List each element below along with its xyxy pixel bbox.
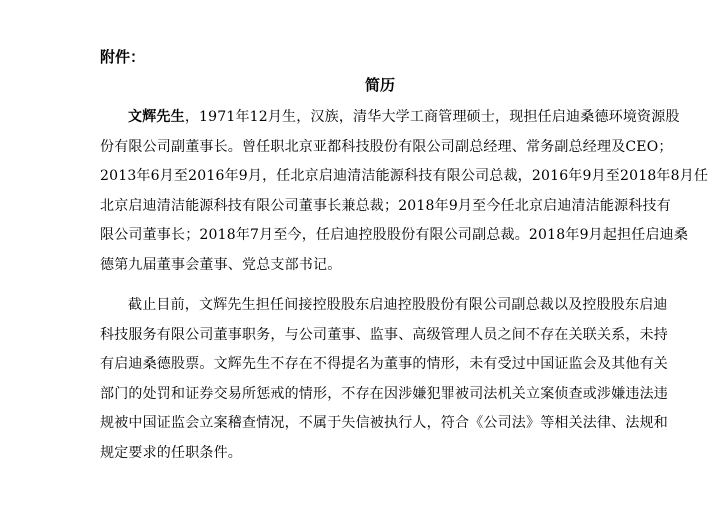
paragraph-line: 2013年6月至2016年9月，任北京启迪清洁能源科技有限公司总裁，2016年9月至2018年8月任 xyxy=(100,168,709,185)
paragraph-line: 有启迪桑德股票。文辉先生不存在不得提名为董事的情形，未有受过中国证监会及其他有关 xyxy=(100,356,668,373)
paragraph-line: 德第九届董事会董事、党总支部书记。 xyxy=(100,256,342,273)
paragraph-line-text: ，1971年12月生，汉族，清华大学工商管理硕士，现担任启迪桑德环境资源股 xyxy=(184,109,680,125)
attachment-label: 附件： xyxy=(100,48,146,66)
paragraph-line: 北京启迪清洁能源科技有限公司董事长兼总裁；2018年9月至今任北京启迪清洁能源科技有 xyxy=(100,197,671,214)
resume-paragraph-1 xyxy=(100,103,709,281)
paragraph-line xyxy=(100,103,680,133)
person-name: 文辉先生 xyxy=(128,109,185,125)
paragraph-line: 份有限公司副董事长。曾任职北京亚都科技股份有限公司副总经理、常务副总经理及CEO； xyxy=(100,138,673,155)
paragraph-line: 部门的处罚和证券交易所惩戒的情形，不存在因涉嫌犯罪被司法机关立案侦查或涉嫌违法违 xyxy=(100,385,668,402)
paragraph-line: 科技服务有限公司董事职务，与公司董事、监事、高级管理人员之间不存在关联关系，未持 xyxy=(100,326,668,343)
paragraph-line: 规被中国证监会立案稽查情况，不属于失信被执行人，符合《公司法》等相关法律、法规和 xyxy=(100,415,668,432)
paragraph-line: 截止目前，文辉先生担任间接控股股东启迪控股股份有限公司副总裁以及控股股东启迪 xyxy=(128,297,668,313)
paragraph-line: 规定要求的任职条件。 xyxy=(100,444,242,461)
document-title: 简历 xyxy=(364,76,395,94)
resume-paragraph-2 xyxy=(100,291,668,469)
paragraph-line: 限公司董事长；2018年7月至今，任启迪控股股份有限公司副总裁。2018年9月起担任启迪桑 xyxy=(100,227,689,244)
